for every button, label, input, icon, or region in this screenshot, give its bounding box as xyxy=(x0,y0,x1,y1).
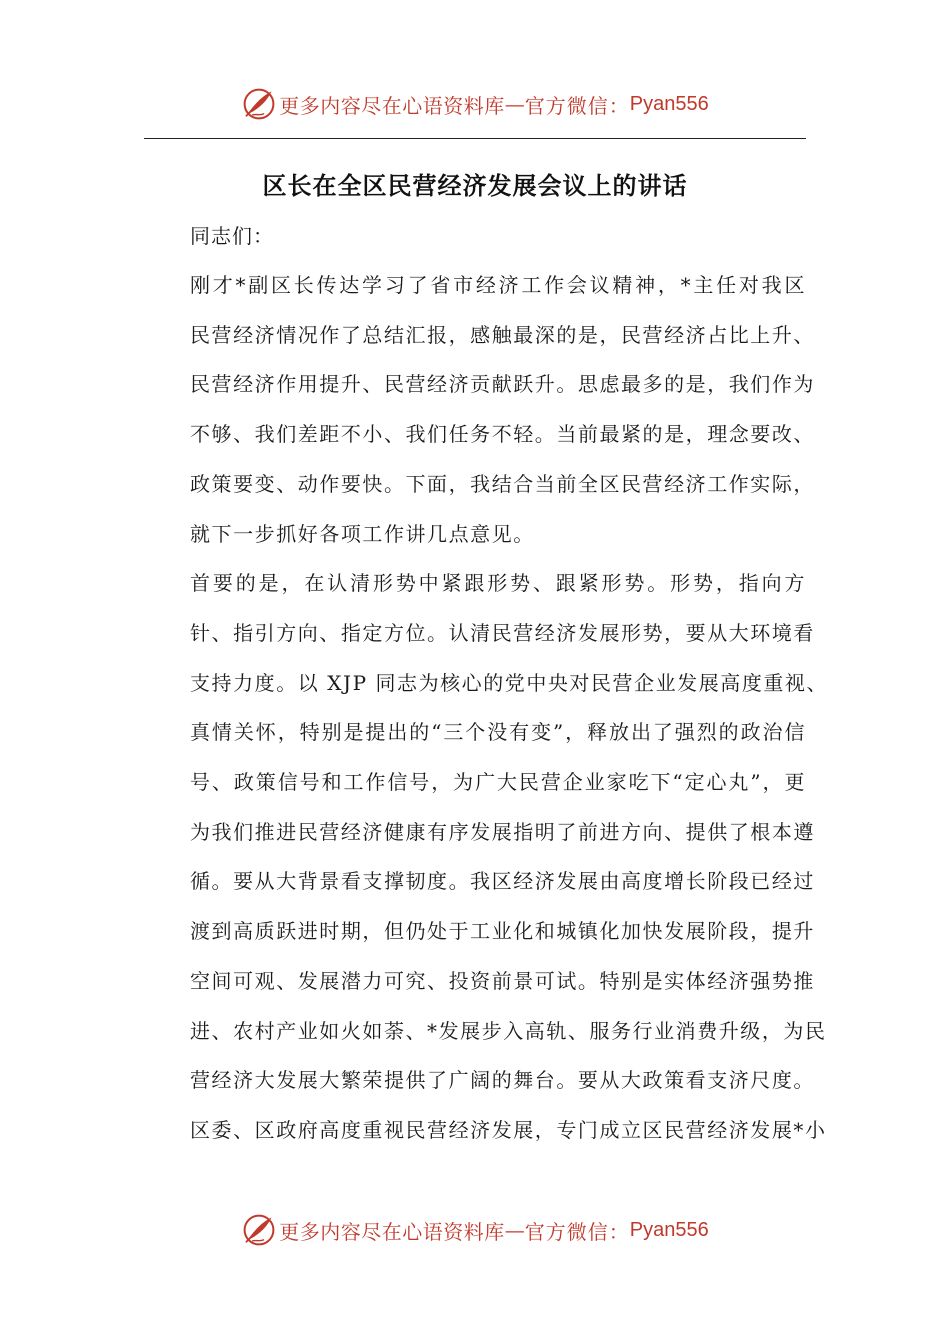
paragraph-line: 循。要从大背景看支撑韧度。我区经济发展由高度增长阶段已经过 xyxy=(190,869,815,894)
quill-pen-logo-icon xyxy=(241,1212,277,1248)
paragraph-line: 为我们推进民营经济健康有序发展指明了前进方向、提供了根本遵 xyxy=(190,819,815,844)
paragraph-line: 号、政策信号和工作信号，为广大民营企业家吃下“定心丸”，更 xyxy=(190,770,806,795)
banner-wechat-label: 官方微信： xyxy=(524,93,630,118)
paragraph-line: 营经济大发展大繁荣提供了广阔的舞台。要从大政策看支济尺度。 xyxy=(190,1068,815,1093)
quill-pen-logo-icon xyxy=(241,86,277,122)
paragraph-line: 支持力度。以 XJP 同志为核心的党中央对民营企业发展高度重视、 xyxy=(190,670,829,695)
header-banner xyxy=(0,82,950,126)
document-body xyxy=(146,211,829,1156)
paragraph-line: 真情关怀，特别是提出的“三个没有变”，释放出了强烈的政治信 xyxy=(190,720,806,745)
paragraph-line: 不够、我们差距不小、我们任务不轻。当前最紧的是，理念要改、 xyxy=(190,422,815,447)
paragraph-line: 区委、区政府高度重视民营经济发展，专门成立区民营经济发展*小 xyxy=(190,1117,827,1142)
paragraph-line: 政策要变、动作要快。下面，我结合当前全区民营经济工作实际， xyxy=(190,471,815,496)
salutation: 同志们： xyxy=(190,224,274,248)
banner-dash: — xyxy=(504,92,525,116)
paragraph-2 xyxy=(146,559,829,1155)
paragraph-line: 渡到高质跃进时期，但仍处于工业化和城镇化加快发展阶段，提升 xyxy=(190,919,815,944)
paragraph-line: 刚才*副区长传达学习了省市经济工作会议精神，*主任对我区 xyxy=(190,273,806,297)
header-divider xyxy=(144,138,806,139)
banner-wechat-label: 官方微信： xyxy=(524,1219,630,1244)
paragraph-line: 进、农村产业如火如荼、*发展步入高轨、服务行业消费升级，为民 xyxy=(190,1018,827,1043)
banner-wechat-id: Pyan556 xyxy=(629,92,709,115)
footer-banner xyxy=(0,1208,950,1252)
paragraph-line: 民营经济情况作了总结汇报，感触最深的是，民营经济占比上升、 xyxy=(190,322,815,347)
banner-wechat-id: Pyan556 xyxy=(629,1218,709,1241)
document-title: 区长在全区民营经济发展会议上的讲话 xyxy=(262,172,688,200)
paragraph-line: 针、指引方向、指定方位。认清民营经济发展形势，要从大环境看 xyxy=(190,620,815,645)
banner-tagline: 更多内容尽在心语资料库 xyxy=(279,93,505,118)
banner-tagline: 更多内容尽在心语资料库 xyxy=(279,1219,505,1244)
paragraph-line: 首要的是，在认清形势中紧跟形势、跟紧形势。形势，指向方 xyxy=(190,571,806,596)
banner-dash: — xyxy=(504,1218,525,1242)
paragraph-line: 就下一步抓好各项工作讲几点意见。 xyxy=(190,521,535,546)
paragraph-1 xyxy=(146,261,815,559)
paragraph-line: 民营经济作用提升、民营经济贡献跃升。思虑最多的是，我们作为 xyxy=(190,372,815,397)
paragraph-line: 空间可观、发展潜力可究、投资前景可试。特别是实体经济强势推 xyxy=(190,968,815,993)
